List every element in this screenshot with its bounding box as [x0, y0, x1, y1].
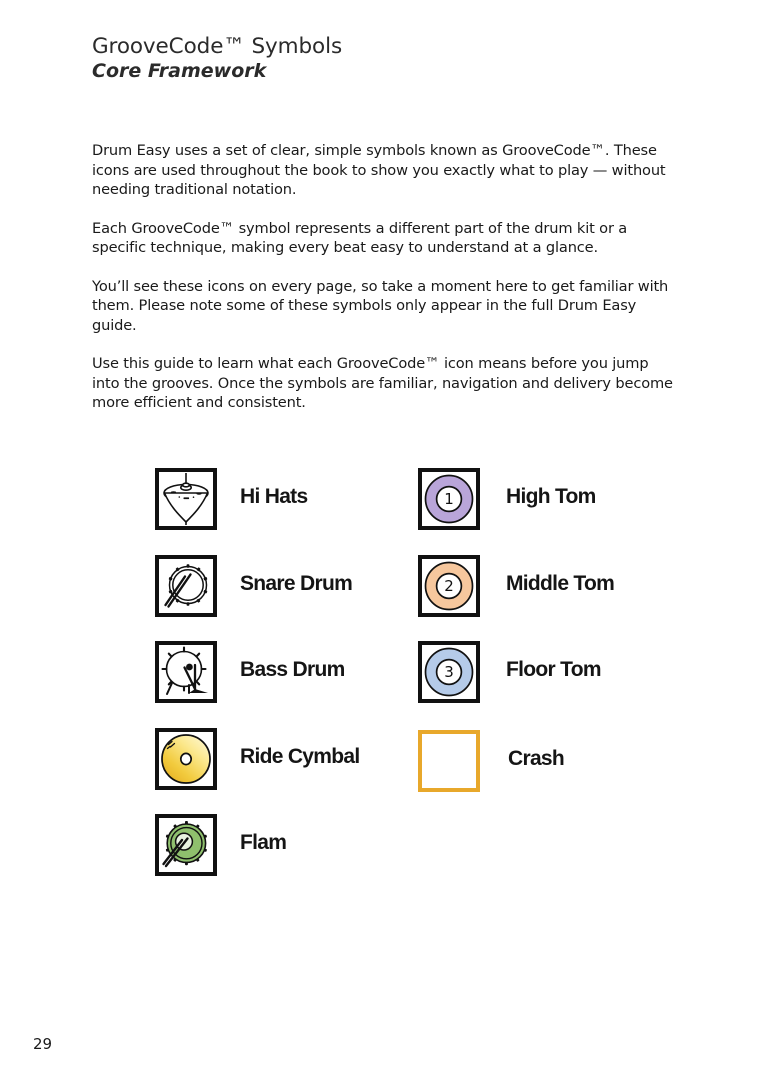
- flam-icon: [155, 814, 217, 876]
- intro-paragraph-4: Use this guide to learn what each GrooveCode™ icon means before you jump into the grooves. Once the symbols are familiar, navigation and delivery become more efficient and consistent.: [92, 355, 673, 412]
- hi-hat-icon: [155, 468, 217, 530]
- crash-icon: [418, 730, 480, 792]
- high-tom-number: 1: [444, 490, 454, 508]
- bass-drum-icon: [155, 641, 217, 703]
- legend-label-middle-tom: Middle Tom: [506, 571, 615, 595]
- legend-label-flam: Flam: [240, 831, 287, 854]
- legend-label-hi-hats: Hi Hats: [240, 485, 308, 508]
- intro-paragraph-2: Each GrooveCode™ symbol represents a different part of the drum kit or a specific technique, making every beat easy to understand at a glance.: [92, 219, 628, 257]
- page-subtitle: Core Framework: [92, 60, 267, 83]
- legend-label-bass-drum: Bass Drum: [240, 658, 345, 681]
- groovecode-symbol-legend: [0, 463, 768, 893]
- page-header: [92, 34, 692, 83]
- intro-paragraph-3: You’ll see these icons on every page, so take a moment here to get familiar with them. Please note some of these symbols only appear in the full Drum Easy guide.: [92, 277, 669, 334]
- snare-drum-icon: [155, 555, 217, 617]
- floor-tom-number: 3: [444, 663, 454, 681]
- page-title: GrooveCode™ Symbols: [92, 34, 343, 59]
- legend-label-floor-tom: Floor Tom: [506, 658, 601, 681]
- ride-cymbal-icon: [155, 728, 217, 790]
- legend-label-ride-cymbal: Ride Cymbal: [240, 744, 360, 768]
- intro-paragraph-1: Drum Easy uses a set of clear, simple symbols known as GrooveCode™. These icons are used throughout the book to show you exactly what to play — without needing traditional notation.: [92, 142, 666, 199]
- high-tom-icon: [418, 468, 480, 530]
- legend-label-crash: Crash: [508, 746, 565, 770]
- floor-tom-icon: [418, 641, 480, 703]
- legend-label-snare-drum: Snare Drum: [240, 571, 353, 595]
- intro-body-text: [92, 141, 678, 413]
- legend-label-high-tom: High Tom: [506, 485, 596, 508]
- page-number: 29: [33, 1035, 53, 1053]
- middle-tom-number: 2: [444, 576, 454, 595]
- middle-tom-icon: [418, 555, 480, 617]
